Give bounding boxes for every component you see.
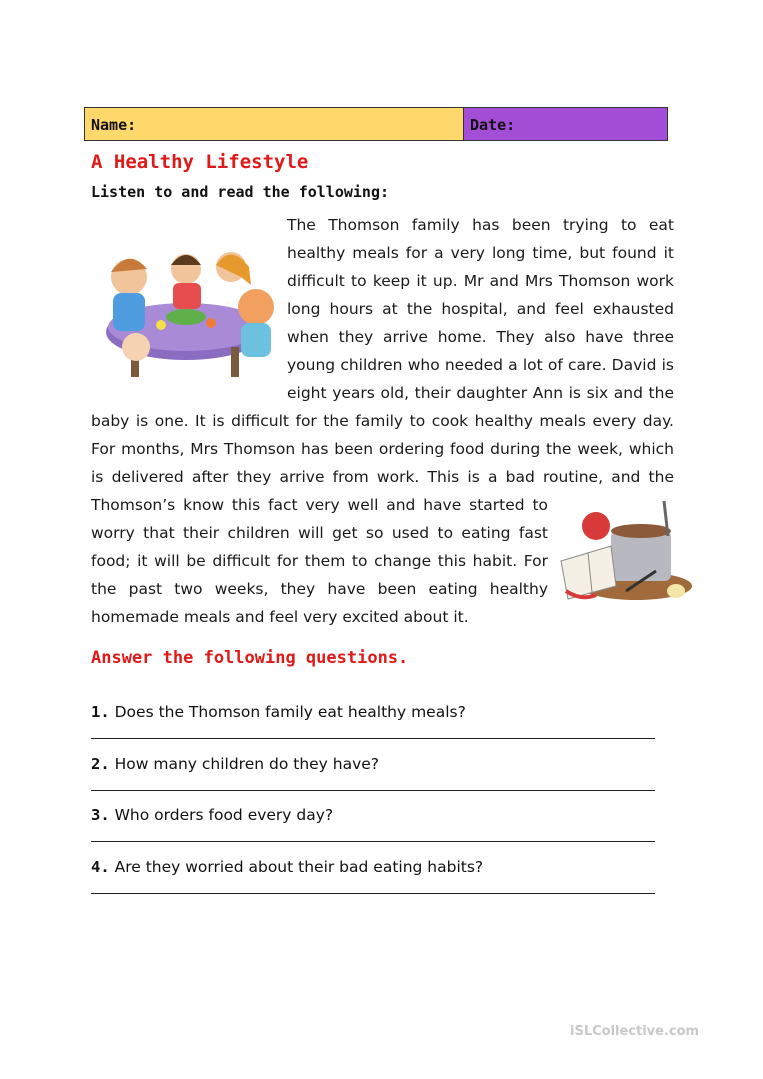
name-field[interactable] (85, 108, 464, 140)
question-number: 4. (91, 858, 110, 876)
reading-text-part2: fact very well and have started to worry that their children will get so used to eating fast food; it will be difficult for them to change this habit. For the past two weeks, they have been eating healthy homemade meals and feel very excited about it. (91, 496, 548, 626)
reading-passage (91, 211, 674, 631)
date-label: Date: (470, 116, 516, 134)
answer-line-1[interactable] (91, 738, 655, 739)
question-number: 2. (91, 755, 110, 773)
question-2 (91, 755, 655, 791)
name-date-table (84, 107, 668, 141)
question-text: Who orders food every day? (114, 806, 334, 824)
question-text: Are they worried about their bad eating habits? (114, 858, 484, 876)
question-1 (91, 703, 655, 739)
question-number: 3. (91, 806, 110, 824)
question-number: 1. (91, 703, 110, 721)
date-field[interactable] (464, 108, 667, 140)
question-text: How many children do they have? (114, 755, 380, 773)
question-4 (91, 858, 655, 894)
family-dinner-illustration (91, 237, 275, 380)
question-text: Does the Thomson family eat healthy meals? (114, 703, 466, 721)
page-title: A Healthy Lifestyle (91, 151, 309, 173)
answer-line-4[interactable] (91, 893, 655, 894)
reading-text-part1: The Thomson family has been trying to eat healthy meals for a very long time, but found it difficult to keep it up. Mr and Mrs Thomson work long hours at the hospital, and feel exhausted when they arrive home. They also have three young children who needed a lot of care. David is eight years old, their daughter Ann is six and the baby is one. It is difficult for the family to cook healthy meals every day. For months, Mrs Thomson has been ordering food during the week, which is delivered after they arrive from work. This is a bad routine, and the Thomson’s know this (91, 216, 674, 514)
name-label: Name: (91, 116, 137, 134)
questions-title: Answer the following questions. (91, 648, 409, 668)
cooking-pot-illustration (556, 491, 696, 611)
instruction-subtitle: Listen to and read the following: (91, 183, 390, 201)
question-3 (91, 806, 655, 842)
answer-line-3[interactable] (91, 841, 655, 842)
watermark: iSLCollective.com (570, 1024, 700, 1039)
answer-line-2[interactable] (91, 790, 655, 791)
